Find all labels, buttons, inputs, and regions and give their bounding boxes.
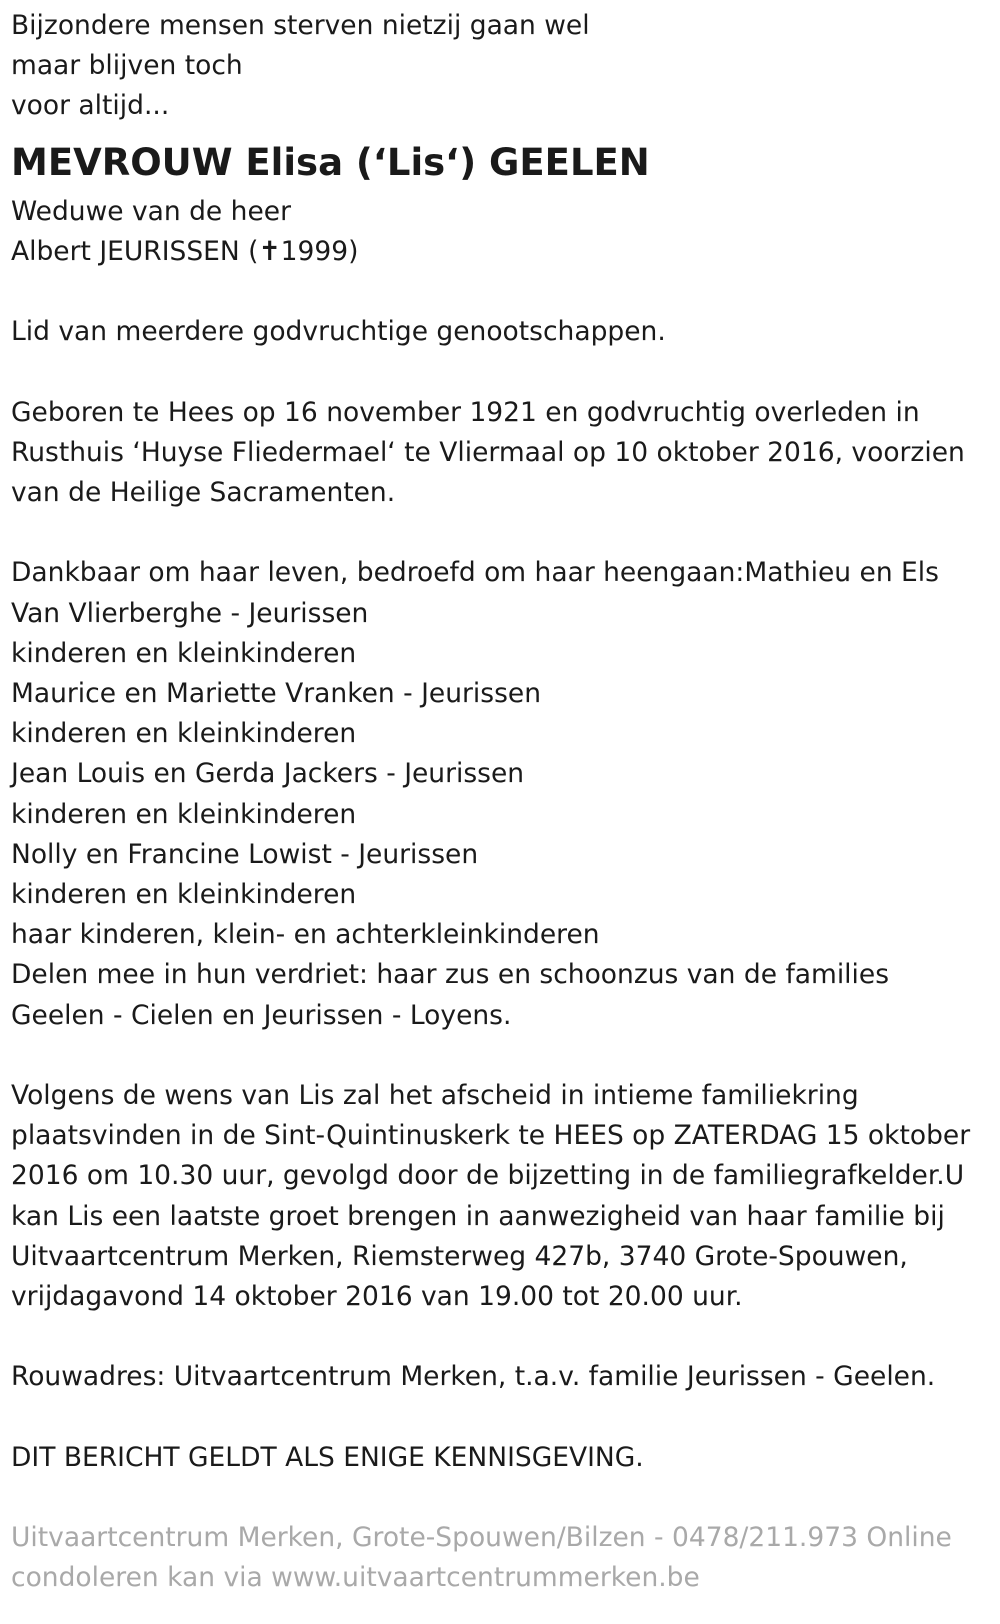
footer-line: condoleren kan via www.uitvaartcentrummerken.be xyxy=(11,1562,700,1594)
paragraph-gap xyxy=(11,513,1000,553)
family-line: haar kinderen, klein- en achterkleinkinderen xyxy=(11,919,600,951)
ceremony-line: 2016 om 10.30 uur, gevolgd door de bijzetting in de familiegrafkelder.U xyxy=(11,1160,965,1192)
address-line: Rouwadres: Uitvaartcentrum Merken, t.a.v. familie Jeurissen - Geelen. xyxy=(11,1361,936,1393)
widow-line: Albert JEURISSEN (✝1999) xyxy=(11,235,359,267)
paragraph-gap xyxy=(11,1036,1000,1076)
ceremony-line: vrijdagavond 14 oktober 2016 van 19.00 tot 20.00 uur. xyxy=(11,1281,743,1313)
family-line: kinderen en kleinkinderen xyxy=(11,718,357,750)
birth-line: Geboren te Hees op 16 november 1921 en godvruchtig overleden in xyxy=(11,396,920,428)
birth-death-paragraph xyxy=(11,393,1000,514)
notice-line: DIT BERICHT GELDT ALS ENIGE KENNISGEVING. xyxy=(11,1441,644,1473)
ceremony-line: Uitvaartcentrum Merken, Riemsterweg 427b, 3740 Grote-Spouwen, xyxy=(11,1240,908,1272)
footer-line: Uitvaartcentrum Merken, Grote-Spouwen/Bilzen - 0478/211.973 Online xyxy=(11,1522,952,1554)
family-line: Maurice en Mariette Vranken - Jeurissen xyxy=(11,678,541,709)
paragraph-gap xyxy=(11,1478,1000,1518)
family-line: Nolly en Francine Lowist - Jeurissen xyxy=(11,838,479,870)
family-line: kinderen en kleinkinderen xyxy=(11,637,357,669)
funeral-home-footer xyxy=(11,1518,1000,1598)
family-line: Jean Louis en Gerda Jackers - Jeurissen xyxy=(11,758,525,790)
mourning-address xyxy=(11,1357,1000,1397)
paragraph-gap xyxy=(11,352,1000,392)
poem-line: maar blijven toch xyxy=(11,50,243,82)
family-line: Geelen - Cielen en Jeurissen - Loyens. xyxy=(11,999,512,1031)
notice xyxy=(11,1438,1000,1478)
family-line: Van Vlierberghe - Jeurissen xyxy=(11,597,369,629)
poem-line: Bijzondere mensen sterven nietzij gaan wel xyxy=(11,10,590,41)
deceased-name-title: MEVROUW Elisa (‘Lis‘) GEELEN xyxy=(11,140,650,184)
widow-line: Weduwe van de heer xyxy=(11,195,291,227)
family-line: kinderen en kleinkinderen xyxy=(11,798,357,830)
poem-line: voor altijd... xyxy=(11,90,170,122)
membership-note xyxy=(11,312,1000,352)
membership-line: Lid van meerdere godvruchtige genootschappen. xyxy=(11,316,666,348)
ceremony-line: Volgens de wens van Lis zal het afscheid in intieme familiekring xyxy=(11,1080,859,1112)
widow-note xyxy=(11,192,1000,272)
family-line: Delen mee in hun verdriet: haar zus en schoonzus van de families xyxy=(11,959,890,991)
ceremony-line: plaatsvinden in de Sint-Quintinuskerk te HEES op ZATERDAG 15 oktober xyxy=(11,1120,971,1152)
family-paragraph xyxy=(11,553,1000,1035)
poem xyxy=(11,6,1000,127)
paragraph-gap xyxy=(11,1317,1000,1357)
birth-line: van de Heilige Sacramenten. xyxy=(11,477,396,508)
family-line: kinderen en kleinkinderen xyxy=(11,879,357,911)
paragraph-gap xyxy=(11,1398,1000,1438)
ceremony-line: kan Lis een laatste groet brengen in aanwezigheid van haar familie bij xyxy=(11,1200,945,1232)
paragraph-gap xyxy=(11,272,1000,312)
ceremony-paragraph xyxy=(11,1076,1000,1317)
family-line: Dankbaar om haar leven, bedroefd om haar heengaan:Mathieu en Els xyxy=(11,557,939,589)
birth-line: Rusthuis ‘Huyse Fliedermael‘ te Vliermaal op 10 oktober 2016, voorzien xyxy=(11,436,965,468)
